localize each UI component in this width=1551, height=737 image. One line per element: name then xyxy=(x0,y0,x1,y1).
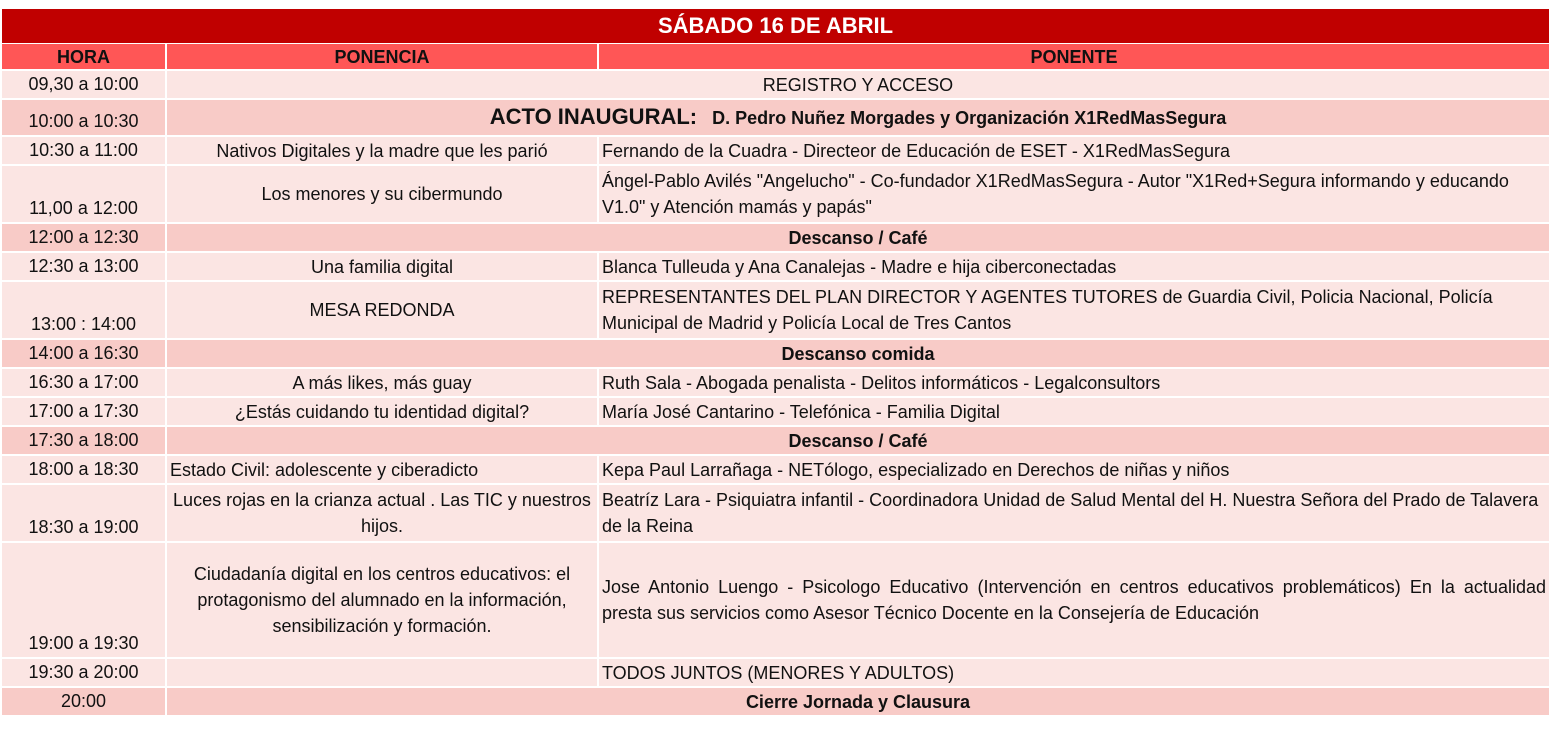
merged-cell: REGISTRO Y ACCESO xyxy=(167,71,1549,100)
table-row xyxy=(2,456,1549,485)
time-cell: 09,30 a 10:00 xyxy=(2,71,167,100)
closing-cell: Cierre Jornada y Clausura xyxy=(167,688,1549,717)
time-cell: 10:30 a 11:00 xyxy=(2,137,167,166)
break-cell: Descanso / Café xyxy=(167,224,1549,253)
table-row xyxy=(2,427,1549,456)
table-row xyxy=(2,282,1549,340)
table-row xyxy=(2,543,1549,659)
speaker-cell: Beatríz Lara - Psiquiatra infantil - Coordinadora Unidad de Salud Mental del H. Nuestra Señora del Prado de Talavera de la Reina xyxy=(599,485,1549,543)
table-row xyxy=(2,100,1549,137)
break-cell: Descanso comida xyxy=(167,340,1549,369)
talk-cell: Estado Civil: adolescente y ciberadicto xyxy=(167,456,599,485)
time-cell: 19:30 a 20:00 xyxy=(2,659,167,688)
talk-cell: Los menores y su cibermundo xyxy=(167,166,599,224)
table-row xyxy=(2,688,1549,717)
time-cell: 14:00 a 16:30 xyxy=(2,340,167,369)
header-ponente: PONENTE xyxy=(599,44,1549,71)
time-cell: 17:30 a 18:00 xyxy=(2,427,167,456)
time-cell: 18:30 a 19:00 xyxy=(2,485,167,543)
speaker-cell: Ruth Sala - Abogada penalista - Delitos informáticos - Legalconsultors xyxy=(599,369,1549,398)
time-cell: 17:00 a 17:30 xyxy=(2,398,167,427)
time-cell: 20:00 xyxy=(2,688,167,717)
table-row xyxy=(2,659,1549,688)
speaker-cell: REPRESENTANTES DEL PLAN DIRECTOR Y AGENTES TUTORES de Guardia Civil, Policia Nacional, Policía Municipal de Madrid y Policía Local de Tres Cantos xyxy=(599,282,1549,340)
talk-cell: Luces rojas en la crianza actual . Las TIC y nuestros hijos. xyxy=(167,485,599,543)
time-cell: 16:30 a 17:00 xyxy=(2,369,167,398)
table-row xyxy=(2,340,1549,369)
table-row xyxy=(2,253,1549,282)
talk-cell: Una familia digital xyxy=(167,253,599,282)
speaker-cell: TODOS JUNTOS (MENORES Y ADULTOS) xyxy=(599,659,1549,688)
time-cell: 12:00 a 12:30 xyxy=(2,224,167,253)
table-row xyxy=(2,71,1549,100)
opening-act-colon: : xyxy=(689,104,698,129)
opening-act-cell xyxy=(167,100,1549,137)
opening-act-detail: D. Pedro Nuñez Morgades y Organización X1RedMasSegura xyxy=(712,108,1227,128)
schedule-table xyxy=(2,9,1549,717)
header-ponencia: PONENCIA xyxy=(167,44,599,71)
header-hora: HORA xyxy=(2,44,167,71)
speaker-cell: Ángel-Pablo Avilés "Angelucho" - Co-fundador X1RedMasSegura - Autor "X1Red+Segura informando y educando V1.0" y Atención mamás y papás" xyxy=(599,166,1549,224)
speaker-cell: Jose Antonio Luengo - Psicologo Educativo (Intervención en centros educativos problemáticos) En la actualidad presta sus servicios como Asesor Técnico Docente en la Consejería de Educación xyxy=(599,543,1549,659)
table-row xyxy=(2,485,1549,543)
header-row xyxy=(2,44,1549,71)
talk-cell: MESA REDONDA xyxy=(167,282,599,340)
time-cell: 10:00 a 10:30 xyxy=(2,100,167,137)
time-cell: 18:00 a 18:30 xyxy=(2,456,167,485)
table-row xyxy=(2,224,1549,253)
speaker-cell: María José Cantarino - Telefónica - Familia Digital xyxy=(599,398,1549,427)
schedule-title: SÁBADO 16 DE ABRIL xyxy=(2,9,1549,43)
speaker-cell: Blanca Tulleuda y Ana Canalejas - Madre e hija ciberconectadas xyxy=(599,253,1549,282)
talk-cell xyxy=(167,659,599,688)
speaker-cell: Fernando de la Cuadra - Directeor de Educación de ESET - X1RedMasSegura xyxy=(599,137,1549,166)
table-row xyxy=(2,137,1549,166)
table-row xyxy=(2,369,1549,398)
talk-cell: Nativos Digitales y la madre que les parió xyxy=(167,137,599,166)
schedule-grid xyxy=(2,44,1549,717)
time-cell: 11,00 a 12:00 xyxy=(2,166,167,224)
break-cell: Descanso / Café xyxy=(167,427,1549,456)
table-row xyxy=(2,166,1549,224)
speaker-cell: Kepa Paul Larrañaga - NETólogo, especializado en Derechos de niñas y niños xyxy=(599,456,1549,485)
talk-cell: Ciudadanía digital en los centros educativos: el protagonismo del alumnado en la información, sensibilización y formación. xyxy=(167,543,599,659)
talk-cell: ¿Estás cuidando tu identidad digital? xyxy=(167,398,599,427)
time-cell: 12:30 a 13:00 xyxy=(2,253,167,282)
opening-act-label: ACTO INAUGURAL xyxy=(489,104,690,129)
time-cell: 13:00 : 14:00 xyxy=(2,282,167,340)
talk-cell: A más likes, más guay xyxy=(167,369,599,398)
table-row xyxy=(2,398,1549,427)
time-cell: 19:00 a 19:30 xyxy=(2,543,167,659)
